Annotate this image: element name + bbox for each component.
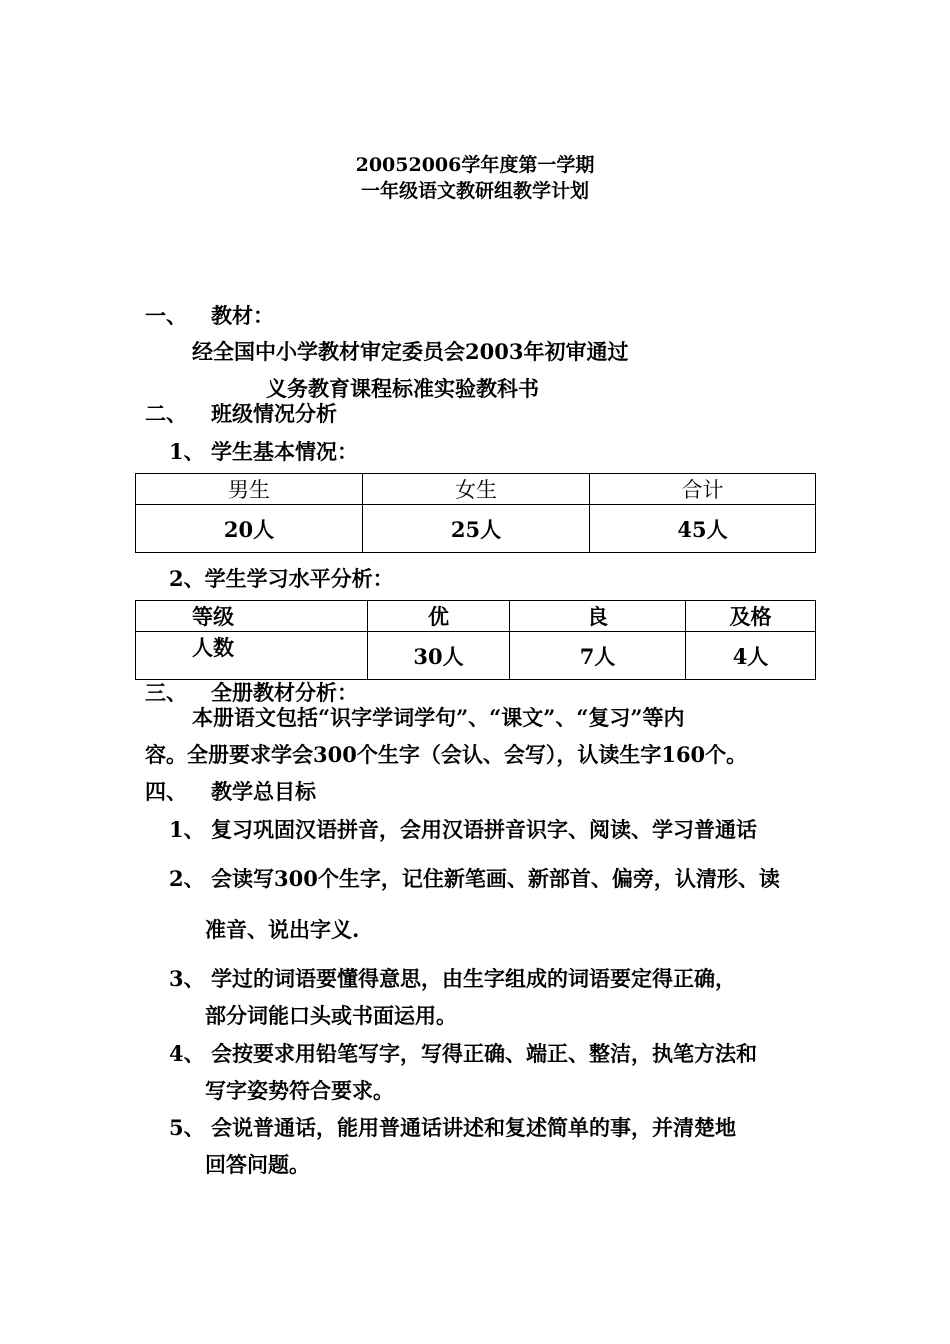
table-cell: 4人 bbox=[686, 632, 816, 680]
goal-number: 2、 bbox=[169, 866, 205, 891]
textbook-approval-line: 经全国中小学教材审定委员会2003年初审通过 bbox=[192, 339, 629, 364]
corner-label-top: 等级 bbox=[192, 604, 234, 629]
table-header-cell: 合计 bbox=[590, 474, 816, 505]
table-row bbox=[136, 601, 816, 632]
goal-text: 复习巩固汉语拼音，会用汉语拼音识字、阅读、学习普通话 bbox=[211, 817, 757, 842]
subsection-2-2-heading: 2、学生学习水平分析： bbox=[169, 566, 394, 591]
goal-number: 5、 bbox=[169, 1115, 205, 1140]
goal-number: 3、 bbox=[169, 966, 205, 991]
goal-item bbox=[169, 814, 757, 844]
goal-text: 学过的词语要懂得意思，由生字组成的词语要定得正确， bbox=[211, 966, 736, 991]
goal-item bbox=[169, 863, 780, 893]
table-cell: 25人 bbox=[363, 505, 590, 553]
learning-level-table bbox=[135, 600, 816, 680]
table-row bbox=[136, 632, 816, 680]
table-corner-cell bbox=[136, 601, 368, 632]
section-2-number: 二、 bbox=[145, 401, 187, 426]
goal-number: 4、 bbox=[169, 1041, 205, 1066]
table-header-cell: 男生 bbox=[136, 474, 363, 505]
table-header-cell: 良 bbox=[510, 601, 686, 632]
section-1-heading bbox=[145, 300, 274, 330]
table-header-cell: 优 bbox=[368, 601, 510, 632]
table-header-cell: 及格 bbox=[686, 601, 816, 632]
student-basic-table bbox=[135, 473, 816, 553]
materials-paragraph-line-2: 容。全册要求学会300个生字（会认、会写），认读生字160个。 bbox=[145, 742, 748, 767]
table-header-cell: 女生 bbox=[363, 474, 590, 505]
materials-paragraph-line-1: 本册语文包括“识字学词学句”、“课文”、“复习”等内 bbox=[192, 705, 685, 730]
section-4-heading bbox=[145, 776, 316, 806]
section-2-heading bbox=[145, 398, 337, 428]
table-cell: 20人 bbox=[136, 505, 363, 553]
goal-text-continued: 准音、说出字义. bbox=[205, 917, 360, 942]
goal-text: 会按要求用铅笔写字，写得正确、端正、整洁，执笔方法和 bbox=[211, 1041, 757, 1066]
goal-text-continued: 写字姿势符合要求。 bbox=[205, 1078, 394, 1103]
section-1-title: 教材： bbox=[211, 303, 274, 328]
title-line-1: 20052006学年度第一学期 bbox=[355, 154, 595, 176]
goal-text: 会读写300个生字，记住新笔画、新部首、偏旁，认清形、读 bbox=[211, 866, 780, 891]
section-4-number: 四、 bbox=[145, 779, 187, 804]
table-corner-cell-bottom bbox=[136, 632, 368, 680]
goal-text-continued: 部分词能口头或书面运用。 bbox=[205, 1003, 457, 1028]
subsection-2-1-title: 学生基本情况： bbox=[211, 439, 358, 464]
section-4-title: 教学总目标 bbox=[211, 779, 316, 804]
goal-item bbox=[169, 1038, 757, 1068]
goal-item bbox=[169, 1112, 736, 1142]
goal-text: 会说普通话，能用普通话讲述和复述简单的事，并清楚地 bbox=[211, 1115, 736, 1140]
goal-number: 1、 bbox=[169, 817, 205, 842]
goal-item bbox=[169, 963, 736, 993]
corner-label-bottom: 人数 bbox=[192, 635, 234, 660]
title-line-2: 一年级语文教研组教学计划 bbox=[360, 180, 589, 202]
table-cell: 30人 bbox=[368, 632, 510, 680]
goal-text-continued: 回答问题。 bbox=[205, 1152, 310, 1177]
section-1-number: 一、 bbox=[145, 303, 187, 328]
subsection-2-1-heading bbox=[169, 436, 358, 466]
table-row bbox=[136, 505, 816, 553]
section-2-title: 班级情况分析 bbox=[211, 401, 337, 426]
table-cell: 45人 bbox=[590, 505, 816, 553]
section-3-title: 全册教材分析： bbox=[211, 680, 358, 705]
subsection-2-1-number: 1、 bbox=[169, 439, 205, 464]
textbook-series-line: 义务教育课程标准实验教科书 bbox=[266, 376, 539, 401]
section-3-number: 三、 bbox=[145, 680, 187, 705]
table-row bbox=[136, 474, 816, 505]
table-cell: 7人 bbox=[510, 632, 686, 680]
